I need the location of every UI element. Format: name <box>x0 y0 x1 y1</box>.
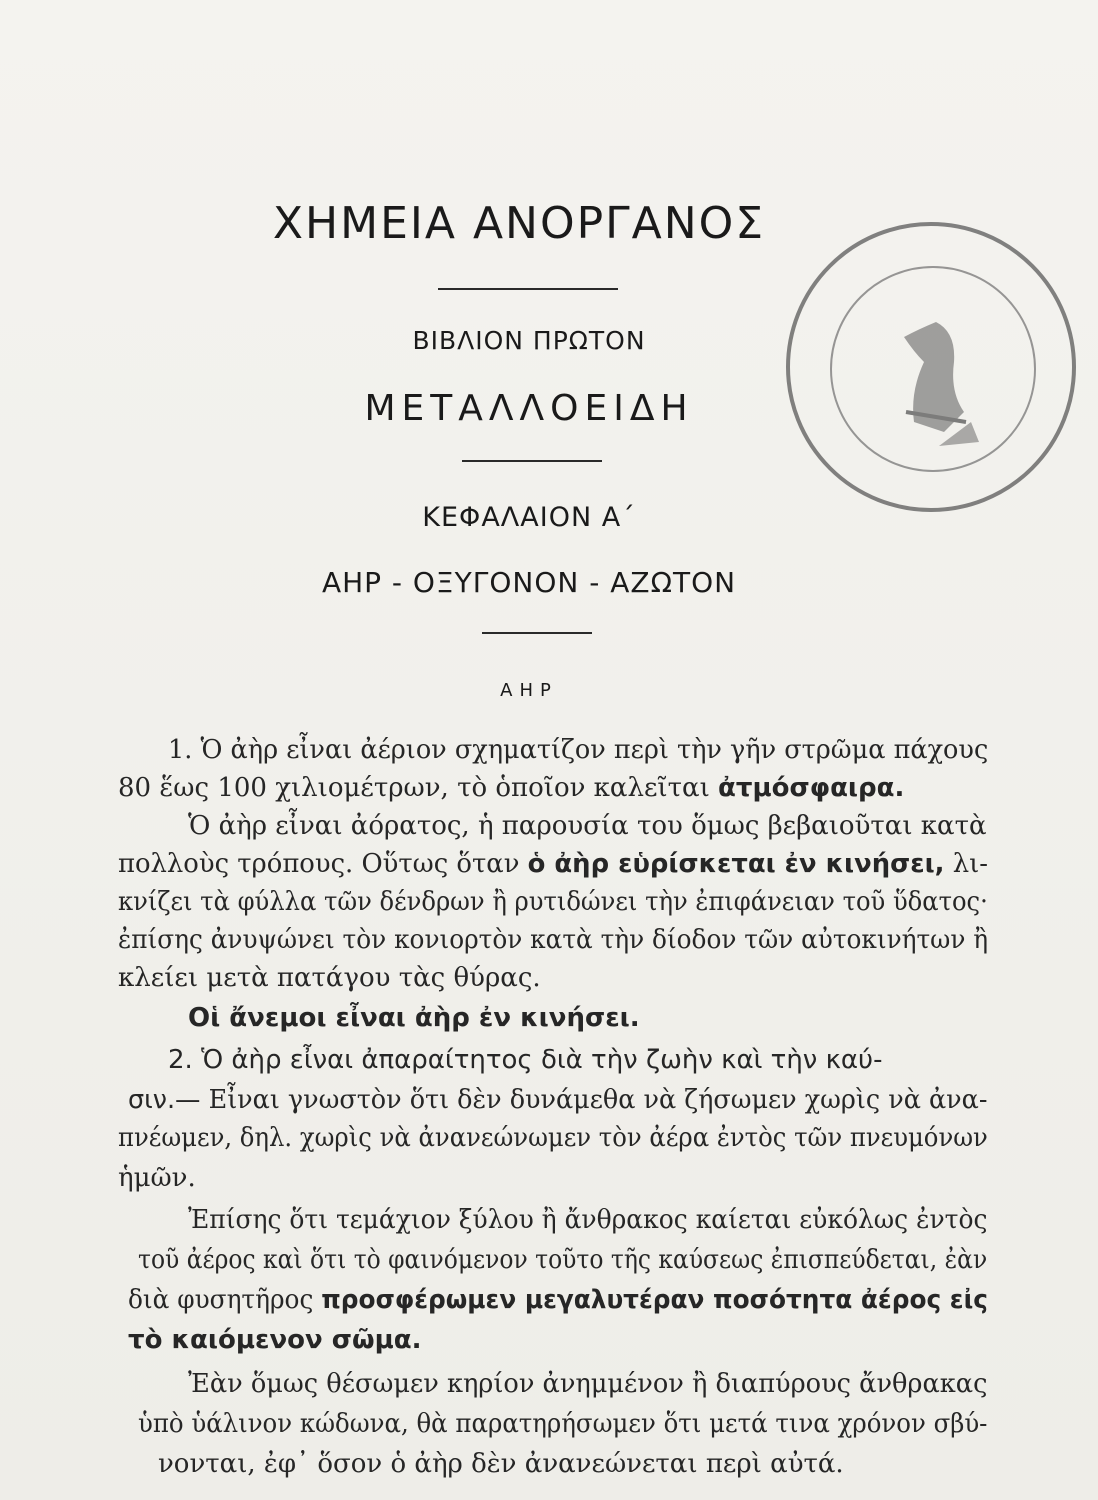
p4-line-2 <box>128 1080 987 1120</box>
bold-term: ἀτμόσφαιρα. <box>718 773 905 803</box>
text-run: διὰ φυσητῆρος <box>128 1285 322 1315</box>
title-rule <box>438 288 618 290</box>
p2-line-2 <box>118 844 988 884</box>
bold-term: ὁ ἀὴρ εὑρίσκεται ἐν κινήσει, <box>527 849 945 879</box>
p4-line-3: πνέωμεν, δηλ. χωρὶς νὰ ἀνανεώνωμεν τὸν ἀέρα ἐντὸς τῶν πνευμόνων <box>118 1123 988 1153</box>
p3-bold-line: Οἱ ἄνεμοι εἶναι ἀὴρ ἐν κινήσει. <box>188 1003 640 1033</box>
text-run: σιν.— <box>128 1085 201 1115</box>
text-run: Εἶναι γνωστὸν ὅτι δὲν δυνάμεθα νὰ ζήσωμεν χωρὶς νὰ ἀνα- <box>200 1085 988 1115</box>
p5-line-2: τοῦ ἀέρος καὶ ὅτι τὸ φαινόμενον τοῦτο τῆς καύσεως ἐπισπεύδεται, ἐὰν <box>138 1245 988 1275</box>
p2-line-5: κλείει μετὰ πατάγου τὰς θύρας. <box>118 963 541 993</box>
p5-line-1: Ἐπίσης ὅτι τεμάχιον ξύλου ἢ ἄνθρακος καίεται εὐκόλως ἐντὸς <box>188 1205 988 1235</box>
part-heading: ΜΕΤΑΛΛΟΕΙΔΗ <box>364 388 694 429</box>
text-run: λι- <box>944 849 988 879</box>
chapter-rule <box>482 632 592 634</box>
page-title: ΧΗΜΕΙΑ ΑΝΟΡΓΑΝΟΣ <box>272 198 766 249</box>
p4-line-4: ἡμῶν. <box>118 1163 196 1193</box>
chapter-heading: ΚΕΦΑΛΑΙΟΝ Α΄ <box>422 502 636 533</box>
p1-line-2 <box>118 768 904 808</box>
chapter-title: ΑΗΡ - ΟΞΥΓΟΝΟΝ - ΑΖΩΤΟΝ <box>321 566 737 599</box>
library-stamp <box>786 222 1076 512</box>
text-run: 80 ἕως 100 χιλιομέτρων, τὸ ὁποῖον καλεῖται <box>118 773 719 803</box>
p6-line-3: νονται, ἐφ᾽ ὅσον ὁ ἀὴρ δὲν ἀνανεώνεται περὶ αὐτά. <box>158 1449 844 1479</box>
book-heading: ΒΙΒΛΙΟΝ ΠΡΩΤΟΝ <box>412 326 646 355</box>
p2-line-1: Ὁ ἀὴρ εἶναι ἀόρατος, ἡ παρουσία του ὅμως βεβαιοῦται κατὰ <box>188 811 987 841</box>
p6-line-2: ὑπὸ ὑάλινον κώδωνα, θὰ παρατηρήσωμεν ὅτι μετά τινα χρόνον σβύ- <box>138 1409 988 1439</box>
p4-line-1: 2. Ὁ ἀὴρ εἶναι ἀπαραίτητος διὰ τὴν ζωὴν καὶ τὴν καύ- <box>168 1045 883 1075</box>
p2-line-3: κνίζει τὰ φύλλα τῶν δένδρων ἢ ρυτιδώνει τὴν ἐπιφάνειαν τοῦ ὕδατος· <box>118 887 988 917</box>
eagle-seal-icon <box>786 222 1076 512</box>
p5-line-4: τὸ καιόμενον σῶμα. <box>128 1325 422 1355</box>
text-run: πολλοὺς τρόπους. Οὕτως ὅταν <box>118 849 528 879</box>
section-heading: ΑΗΡ <box>500 680 558 701</box>
p5-line-3 <box>128 1280 988 1320</box>
part-rule <box>462 460 602 462</box>
p2-line-4: ἐπίσης ἀνυψώνει τὸν κονιορτὸν κατὰ τὴν δίοδον τῶν αὐτοκινήτων ἢ <box>118 925 989 955</box>
p1-line-1: 1. Ὁ ἀὴρ εἶναι ἀέριον σχηματίζον περὶ τὴν γῆν στρῶμα πάχους <box>168 735 989 765</box>
bold-term: προσφέρωμεν μεγαλυτέραν ποσότητα ἀέρος εἰς <box>321 1285 988 1315</box>
p6-line-1: Ἐὰν ὅμως θέσωμεν κηρίον ἀνημμένον ἢ διαπύρους ἄνθρακας <box>188 1369 988 1399</box>
